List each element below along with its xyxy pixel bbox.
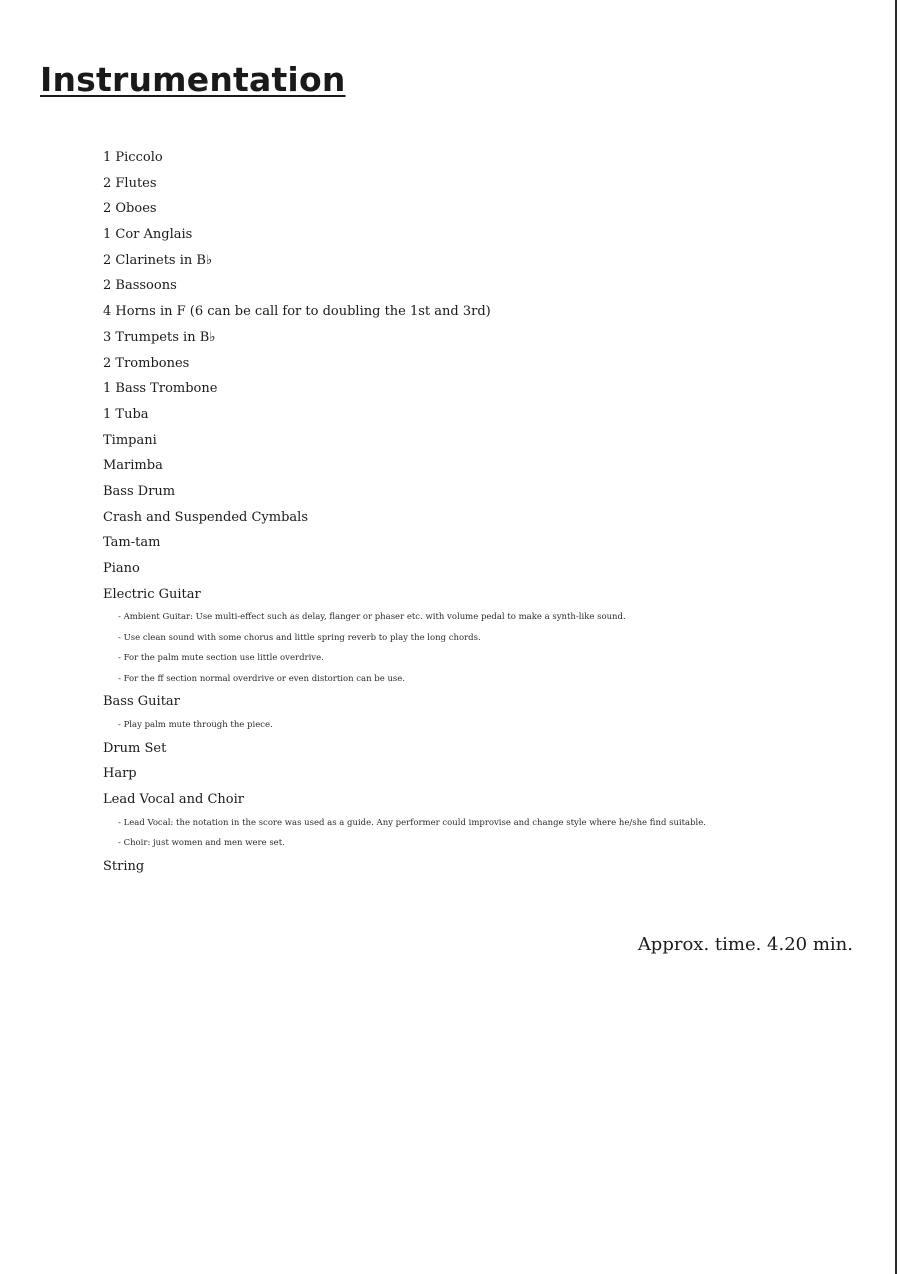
instrument-item: Drum Set (103, 740, 167, 756)
instrument-item: Harp (103, 766, 137, 782)
instrument-item: Lead Vocal and Choir (103, 791, 244, 807)
instrument-item: 2 Flutes (103, 175, 157, 191)
instrument-item: Electric Guitar (103, 586, 201, 602)
instrument-item: 3 Trumpets in B♭ (103, 329, 216, 345)
instrument-item: 1 Piccolo (103, 150, 163, 165)
instrument-item: Piano (103, 561, 140, 576)
instrument-note: - For the ff section normal overdrive or even distortion can be use. (118, 673, 406, 684)
instrument-item: 2 Oboes (103, 201, 157, 217)
instrument-note: - Play palm mute through the piece. (118, 720, 273, 731)
page-title: Instrumentation (40, 60, 346, 99)
instrument-item: 1 Tuba (103, 406, 149, 422)
instrument-item: String (103, 858, 145, 874)
instrument-note: - Lead Vocal: the notation in the score was used as a guide. Any performer could improvise and change style where he/she find suitable. (118, 817, 707, 828)
instrument-note: - Choir: just women and men were set. (118, 838, 285, 849)
instrument-note: - For the palm mute section use little overdrive. (118, 653, 324, 664)
instrument-item: Bass Guitar (103, 694, 180, 710)
instrument-list (103, 145, 863, 879)
instrument-item: Bass Drum (103, 483, 176, 499)
instrument-item: 1 Bass Trombone (103, 381, 218, 397)
instrument-item: 1 Cor Anglais (103, 227, 193, 243)
approx-time: Approx. time. 4.20 min. (637, 934, 853, 955)
instrument-item: Marimba (103, 458, 163, 474)
instrument-item: 2 Clarinets in B♭ (103, 252, 213, 268)
instrument-item: 4 Horns in F (6 can be call for to doubling the 1st and 3rd) (103, 304, 491, 320)
instrument-item: Tam-tam (103, 535, 161, 551)
instrument-item: 2 Trombones (103, 355, 190, 371)
instrument-item: Timpani (103, 432, 157, 448)
instrument-item: 2 Bassoons (103, 278, 177, 294)
instrument-note: - Ambient Guitar: Use multi-effect such as delay, flanger or phaser etc. with volume pedal to make a synth-like sound. (118, 612, 626, 623)
instrument-note: - Use clean sound with some chorus and little spring reverb to play the long chords. (118, 632, 481, 643)
instrument-item: Crash and Suspended Cymbals (103, 509, 308, 525)
